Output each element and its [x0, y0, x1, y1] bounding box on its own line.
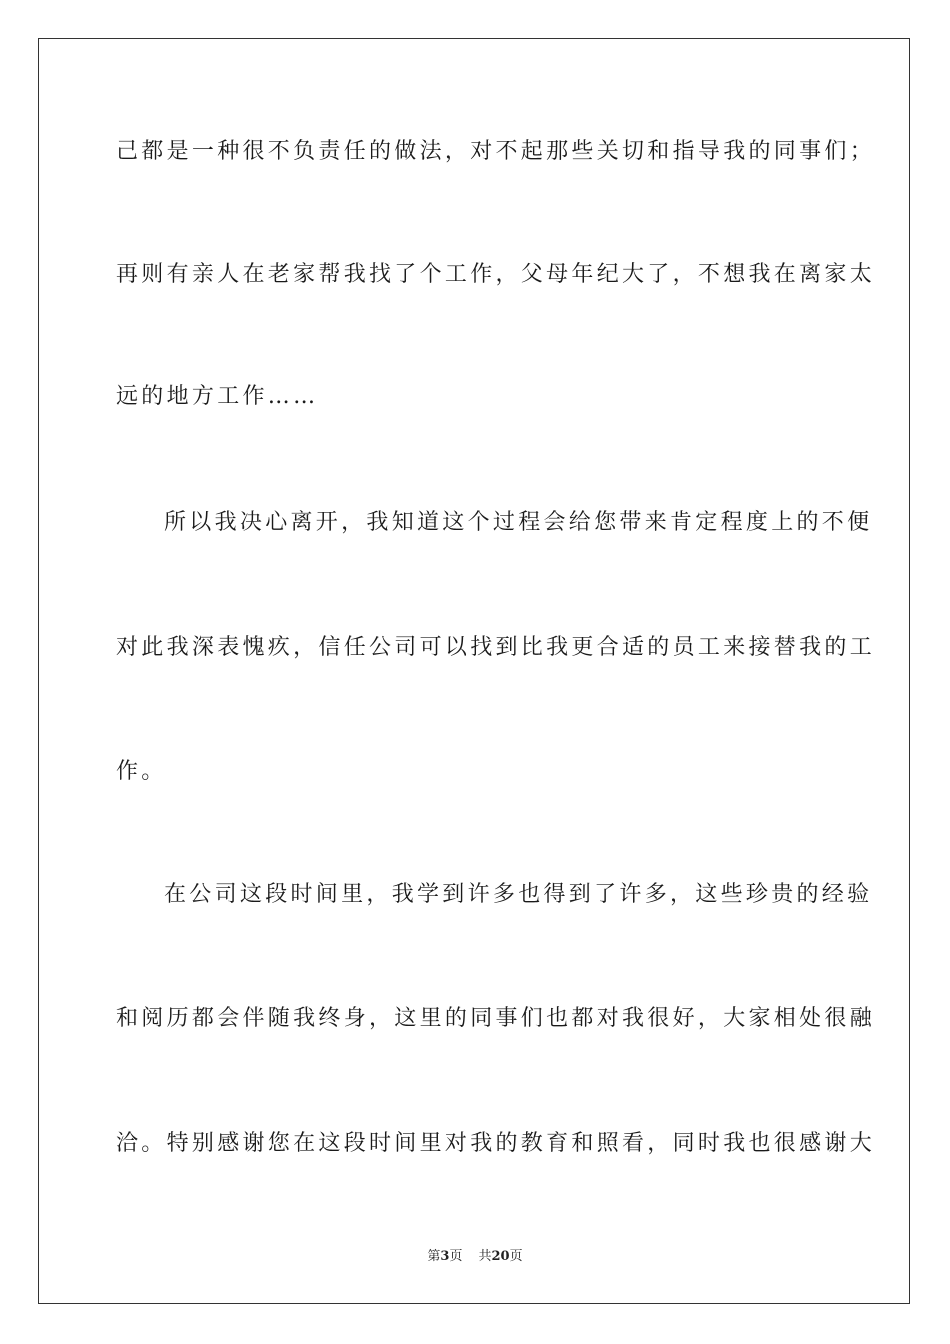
page-footer: [0, 1248, 950, 1266]
page-prefix: 第: [427, 1249, 441, 1264]
body-line-6: 作。: [116, 759, 167, 784]
page-suffix: 页: [449, 1249, 463, 1264]
body-line-9: 洽。特别感谢您在这段时间里对我的教育和照看，同时我也很感谢大: [116, 1131, 876, 1156]
body-line-4: 所以我决心离开，我知道这个过程会给您带来肯定程度上的不便: [164, 510, 873, 535]
page-border: [38, 38, 910, 1304]
body-line-8: 和阅历都会伴随我终身，这里的同事们也都对我很好，大家相处很融: [116, 1006, 876, 1031]
body-line-7: 在公司这段时间里，我学到许多也得到了许多，这些珍贵的经验: [164, 882, 873, 907]
body-line-2: 再则有亲人在老家帮我找了个工作，父母年纪大了，不想我在离家太: [116, 262, 876, 287]
body-line-5: 对此我深表愧疚，信任公司可以找到比我更合适的员工来接替我的工: [116, 635, 876, 660]
body-line-3: 远的地方工作……: [116, 384, 319, 409]
body-line-1: 己都是一种很不负责任的做法，对不起那些关切和指导我的同事们；: [116, 139, 876, 164]
total-page-count: 20: [491, 1249, 510, 1264]
total-suffix: 页: [509, 1249, 523, 1264]
total-prefix: 共: [478, 1249, 492, 1264]
current-page-number: 3: [440, 1249, 450, 1264]
